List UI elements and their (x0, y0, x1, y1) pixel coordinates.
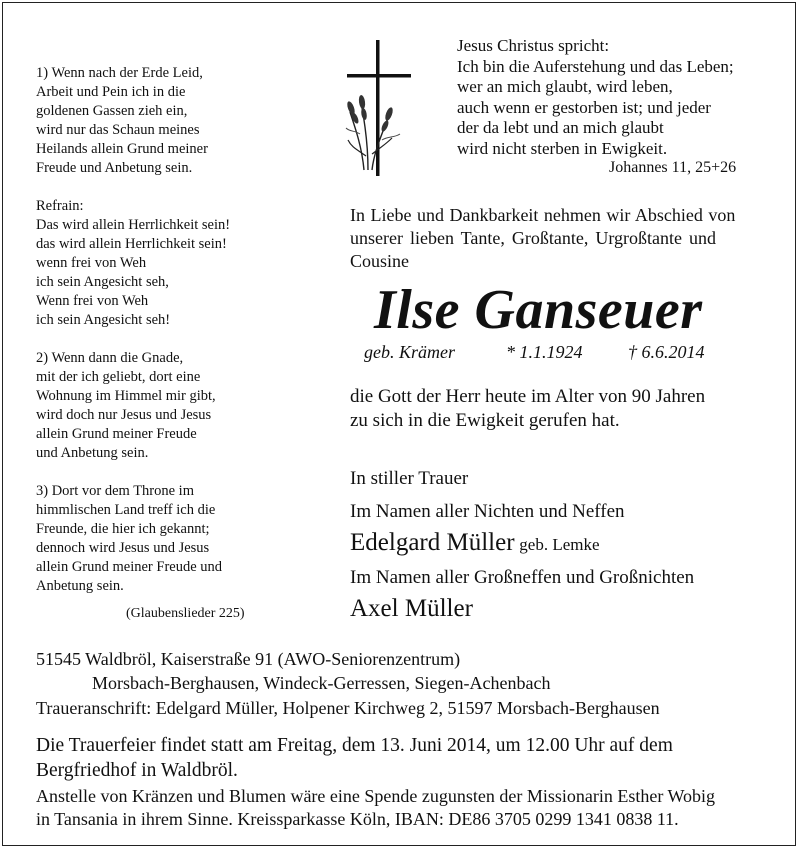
mourner-person-1 (350, 529, 600, 557)
scripture-line: wer an mich glaubt, wird leben, (457, 77, 673, 96)
hymn-line: Arbeit und Pein ich in die (36, 84, 186, 100)
scripture-line: der da lebt und an mich glaubt (457, 118, 664, 137)
hymn-line: Heilands allein Grund meiner (36, 141, 208, 157)
hymn-line: und Anbetung sein. (36, 445, 149, 461)
hymn-line: das wird allein Herrlichkeit sein! (36, 236, 227, 252)
hymn-line: ich sein Angesicht seh, (36, 274, 169, 290)
hymn-line: 1) Wenn nach der Erde Leid, (36, 65, 203, 81)
birth-date: * 1.1.1924 (506, 342, 583, 362)
hymn-line: allein Grund meiner Freude (36, 426, 197, 442)
cross-wheat-icon (342, 38, 414, 178)
hymn-line: 2) Wenn dann die Gnade, (36, 350, 184, 366)
hymn-line: Refrain: (36, 198, 84, 214)
hymn-line: allein Grund meiner Freude und (36, 559, 223, 575)
hymn-line: Freude und Anbetung sein. (36, 160, 193, 176)
intro-line: Cousine (350, 251, 410, 271)
hymn-refrain (36, 197, 316, 330)
donation-info (36, 785, 715, 831)
intro-line: In Liebe und Dankbarkeit nehmen wir Abschied von (350, 205, 736, 225)
passing-text (350, 385, 705, 433)
passing-line: zu sich in die Ewigkeit gerufen hat. (350, 410, 620, 431)
donation-line: Anstelle von Kränzen und Blumen wäre eine Spende zugunsten der Missionarin Esther Wobig (36, 786, 716, 806)
address-line-3: Traueranschrift: Edelgard Müller, Holpener Kirchweg 2, 51597 Morsbach-Berghausen (36, 698, 660, 718)
hymn-line: Wohnung im Himmel mir gibt, (36, 388, 216, 404)
hymn-line: dennoch wird Jesus und Jesus (36, 540, 210, 556)
service-line: Die Trauerfeier findet statt am Freitag, dem 13. Juni 2014, um 12.00 Uhr auf dem (36, 735, 673, 756)
intro-text (350, 204, 735, 273)
scripture-line: Jesus Christus spricht: (457, 36, 610, 55)
hymn-verse-3 (36, 482, 316, 596)
hymn-line: Wenn frei von Weh (36, 293, 149, 309)
hymn-line: wird nur das Schaun meines (36, 122, 200, 138)
service-info (36, 733, 673, 783)
hymn-line: mit der ich geliebt, dort eine (36, 369, 201, 385)
person-1-name: Edelgard Müller (350, 529, 515, 556)
address-line-2: Morsbach-Berghausen, Windeck-Gerressen, Siegen-Achenbach (92, 673, 551, 693)
hymn-source: (Glaubenslieder 225) (126, 606, 245, 621)
mourners-line-3: Im Namen aller Großneffen und Großnichten (350, 567, 695, 588)
death-date: † 6.6.2014 (628, 342, 705, 362)
person-1-suffix: geb. Lemke (519, 535, 600, 554)
service-line: Bergfriedhof in Waldbröl. (36, 760, 238, 781)
passing-line: die Gott der Herr heute im Alter von 90 Jahren (350, 386, 706, 407)
hymn-verse-1 (36, 64, 316, 178)
scripture-line: auch wenn er gestorben ist; und jeder (457, 97, 711, 117)
hymn-verse-2 (36, 349, 316, 463)
intro-line: unserer lieben Tante, Großtante, Urgroßtante und (350, 228, 716, 248)
hymn-column (36, 64, 316, 596)
mourners-line-1: In stiller Trauer (350, 468, 469, 489)
scripture-reference: Johannes 11, 25+26 (609, 159, 737, 176)
donation-line: in Tansania in ihrem Sinne. Kreissparkasse Köln, IBAN: DE86 3705 0299 1341 0838 11. (36, 809, 679, 829)
scripture-line: Ich bin die Auferstehung und das Leben; (457, 56, 734, 76)
scripture-block (457, 36, 734, 159)
hymn-line: wenn frei von Weh (36, 255, 147, 271)
hymn-line: 3) Dort vor dem Throne im (36, 483, 194, 499)
address-line-1: 51545 Waldbröl, Kaiserstraße 91 (AWO-Seniorenzentrum) (36, 649, 461, 669)
hymn-line: Das wird allein Herrlichkeit sein! (36, 217, 231, 233)
hymn-line: himmlischen Land treff ich die (36, 502, 216, 518)
mourners-line-2: Im Namen aller Nichten und Neffen (350, 501, 625, 522)
deceased-name: Ilse Ganseuer (374, 279, 703, 341)
mourner-person-2: Axel Müller (350, 595, 473, 622)
hymn-line: ich sein Angesicht seh! (36, 312, 171, 328)
scripture-line: wird nicht sterben in Ewigkeit. (457, 138, 668, 158)
hymn-line: Freunde, die hier ich gekannt; (36, 521, 210, 537)
hymn-line: goldenen Gassen zieh ein, (36, 103, 188, 119)
hymn-line: wird doch nur Jesus und Jesus (36, 407, 212, 423)
maiden-name: geb. Krämer (364, 342, 455, 362)
hymn-line: Anbetung sein. (36, 578, 124, 594)
